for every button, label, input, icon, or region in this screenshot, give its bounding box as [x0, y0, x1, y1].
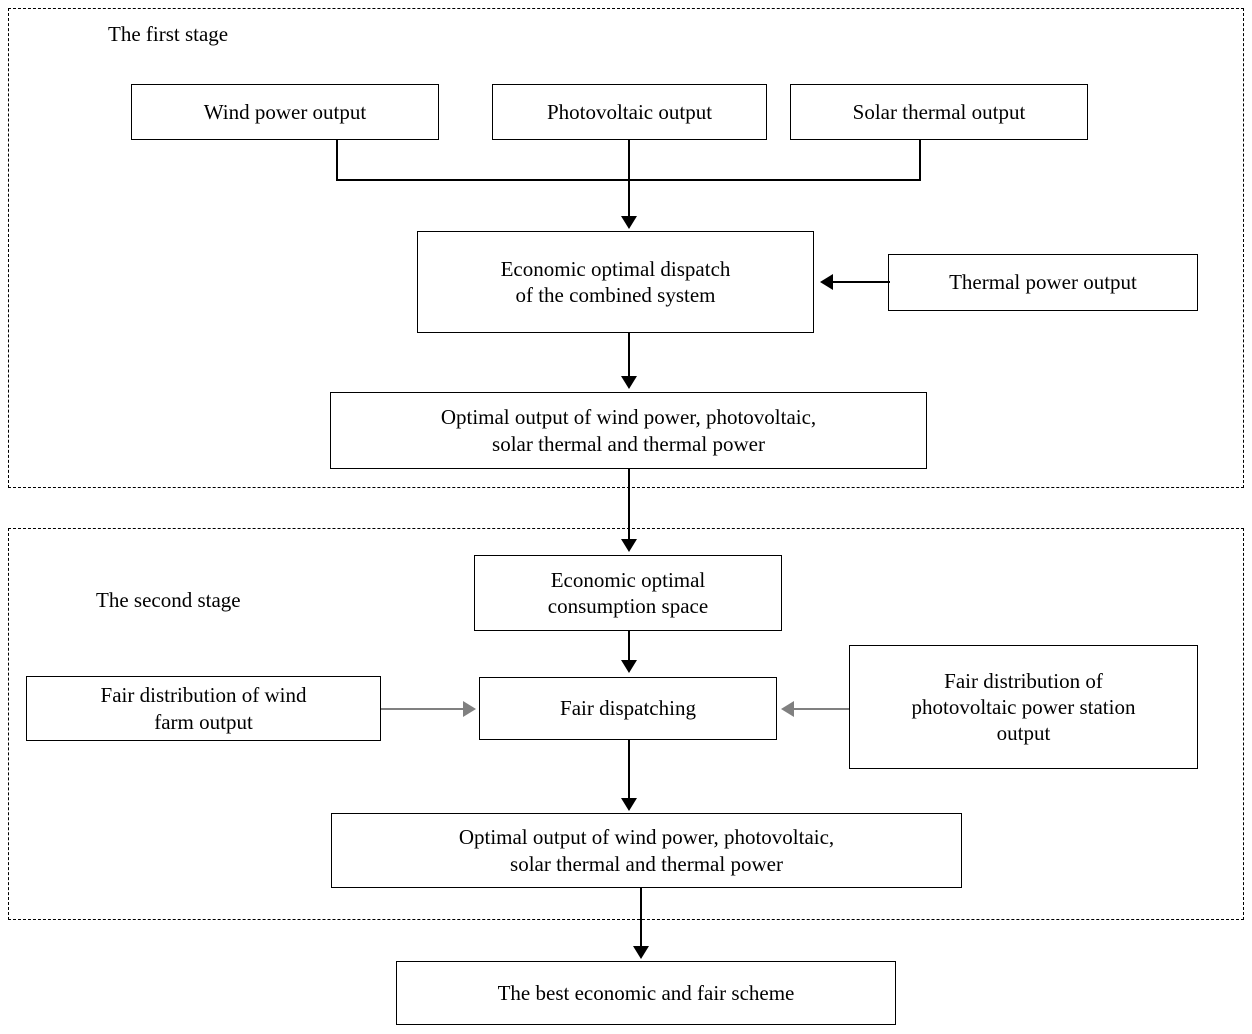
node-optimal-output-second[interactable] — [331, 813, 962, 888]
node-photovoltaic-output-label: Photovoltaic output — [546, 99, 713, 124]
edge-wind-to-bus — [336, 140, 338, 181]
node-fair-distribution-pv-line2: photovoltaic power station — [911, 694, 1136, 719]
node-best-economic-fair-scheme-label: The best economic and fair scheme — [497, 980, 795, 1005]
node-optimal-output-second-line1: Optimal output of wind power, photovoltaic, — [458, 825, 835, 850]
edge-fair-dispatching-to-optimal-output — [628, 740, 630, 800]
node-best-economic-fair-scheme[interactable] — [396, 961, 896, 1025]
node-photovoltaic-output[interactable] — [492, 84, 767, 140]
arrow-optimal-output-to-best-scheme — [633, 946, 649, 959]
edge-consumption-to-fair-dispatching — [628, 631, 630, 662]
node-thermal-power-output-label: Thermal power output — [949, 270, 1137, 295]
arrow-dispatch-to-optimal-output — [621, 376, 637, 389]
node-fair-distribution-pv-line3: output — [996, 721, 1051, 746]
node-optimal-output-second-line2: solar thermal and thermal power — [510, 851, 783, 876]
node-economic-optimal-consumption-line1: Economic optimal — [550, 567, 706, 592]
edge-pv-fair-to-dispatching — [793, 708, 849, 710]
node-solar-thermal-output-label: Solar thermal output — [852, 99, 1026, 124]
node-optimal-output-first[interactable] — [330, 392, 927, 469]
arrow-optimal-output-to-consumption — [621, 539, 637, 552]
arrow-thermal-to-dispatch — [820, 274, 833, 290]
node-fair-dispatching-label: Fair dispatching — [560, 696, 696, 721]
arrow-pv-fair-to-dispatching — [781, 701, 794, 717]
node-economic-optimal-consumption-space[interactable] — [474, 555, 782, 631]
node-wind-power-output[interactable] — [131, 84, 439, 140]
edge-dispatch-to-optimal-output — [628, 333, 630, 378]
edge-photovoltaic-to-dispatch — [628, 140, 630, 218]
node-thermal-power-output[interactable] — [888, 254, 1198, 311]
node-fair-distribution-photovoltaic[interactable] — [849, 645, 1198, 769]
first-stage-label: The first stage — [108, 22, 229, 46]
node-economic-optimal-dispatch-line1: Economic optimal dispatch — [500, 256, 731, 281]
node-fair-distribution-wind-line2: farm output — [154, 709, 253, 734]
second-stage-label: The second stage — [96, 588, 241, 612]
node-fair-dispatching[interactable] — [479, 677, 777, 740]
arrow-fair-dispatching-to-optimal-output — [621, 798, 637, 811]
edge-optimal-output-to-best-scheme — [640, 888, 642, 948]
edge-solar-to-bus — [919, 140, 921, 181]
node-economic-optimal-dispatch-line2: of the combined system — [515, 283, 716, 307]
node-fair-distribution-pv-line1: Fair distribution of — [944, 668, 1103, 693]
node-economic-optimal-consumption-line2: consumption space — [547, 594, 709, 618]
node-solar-thermal-output[interactable] — [790, 84, 1088, 140]
edge-wind-fair-to-dispatching — [381, 708, 465, 710]
node-fair-distribution-wind-line1: Fair distribution of wind — [100, 683, 307, 708]
node-fair-distribution-wind-farm[interactable] — [26, 676, 381, 741]
node-economic-optimal-dispatch[interactable] — [417, 231, 814, 333]
arrow-consumption-to-fair-dispatching — [621, 660, 637, 673]
edge-optimal-output-to-consumption — [628, 469, 630, 541]
node-optimal-output-first-line1: Optimal output of wind power, photovoltaic, — [440, 405, 817, 430]
arrow-wind-fair-to-dispatching — [463, 701, 476, 717]
edge-thermal-to-dispatch — [832, 281, 890, 283]
node-optimal-output-first-line2: solar thermal and thermal power — [492, 431, 765, 456]
arrow-to-economic-optimal-dispatch — [621, 216, 637, 229]
node-wind-power-output-label: Wind power output — [203, 99, 367, 124]
